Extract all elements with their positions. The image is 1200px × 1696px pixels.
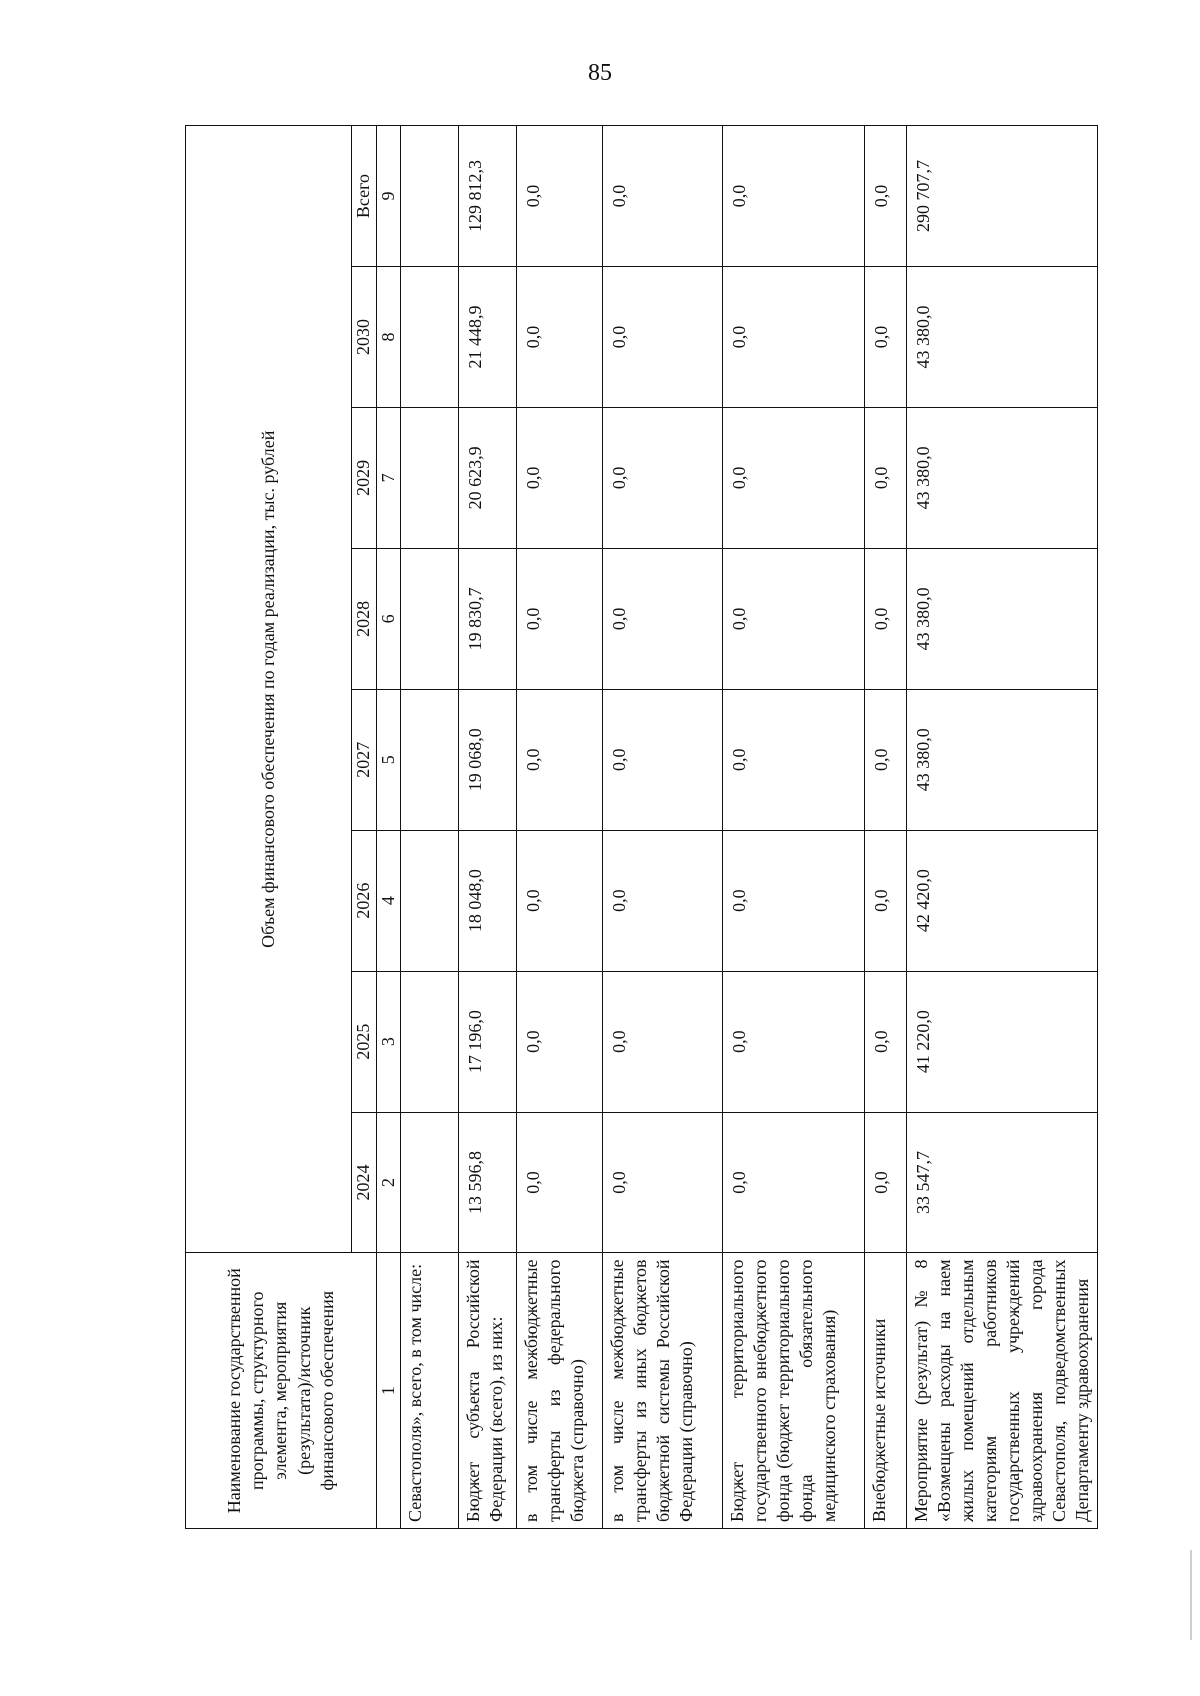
cell-value: 0,0 bbox=[723, 689, 865, 830]
cell-value: 0,0 bbox=[517, 1112, 603, 1253]
funding-table bbox=[185, 125, 1098, 1529]
cell-value bbox=[401, 548, 459, 689]
cell-value bbox=[401, 267, 459, 408]
cell-value: 0,0 bbox=[723, 407, 865, 548]
row-label: Бюджет субъекта Российской Федерации (всего), из них: bbox=[459, 1253, 517, 1529]
funding-header: Объем финансового обеспечения по годам реализации, тыс. рублей bbox=[186, 126, 352, 1253]
cell-value: 0,0 bbox=[865, 407, 907, 548]
row-label: Внебюджетные источники bbox=[865, 1253, 907, 1529]
rotated-table-sheet bbox=[185, 125, 1094, 1529]
column-number: 2 bbox=[377, 1112, 401, 1253]
cell-value bbox=[401, 830, 459, 971]
cell-value: 19 830,7 bbox=[459, 548, 517, 689]
column-number: 1 bbox=[377, 1253, 401, 1529]
cell-value: 0,0 bbox=[865, 689, 907, 830]
row-label: Мероприятие (результат) № 8 «Возмещены расходы на наем жилых помещений отдельным категориям работников государственных учреждений здравоохранения города Севастополя, подведомственных Департаменту здравоохранения bbox=[907, 1253, 1098, 1529]
row-label: Бюджет территориального государственного внебюджетного фонда (бюджет территориального фонда обязательного медицинского страхования) bbox=[723, 1253, 865, 1529]
cell-value bbox=[401, 689, 459, 830]
table-row bbox=[517, 126, 603, 1529]
cell-value: 33 547,7 bbox=[907, 1112, 1098, 1253]
scan-edge-mark bbox=[1190, 1550, 1192, 1640]
year-header: 2028 bbox=[352, 548, 377, 689]
table-row bbox=[907, 126, 1098, 1529]
cell-value: 0,0 bbox=[603, 548, 723, 689]
cell-value: 0,0 bbox=[723, 267, 865, 408]
table-row bbox=[459, 126, 517, 1529]
year-header: 2030 bbox=[352, 267, 377, 408]
year-header: 2025 bbox=[352, 971, 377, 1112]
cell-value bbox=[401, 1112, 459, 1253]
cell-value: 0,0 bbox=[723, 548, 865, 689]
cell-value: 43 380,0 bbox=[907, 407, 1098, 548]
cell-value: 0,0 bbox=[603, 126, 723, 267]
year-header: 2024 bbox=[352, 1112, 377, 1253]
cell-value: 0,0 bbox=[723, 1112, 865, 1253]
cell-value: 18 048,0 bbox=[459, 830, 517, 971]
cell-value: 0,0 bbox=[517, 971, 603, 1112]
cell-value: 0,0 bbox=[865, 830, 907, 971]
cell-value: 129 812,3 bbox=[459, 126, 517, 267]
cell-value: 42 420,0 bbox=[907, 830, 1098, 971]
page-number: 85 bbox=[588, 60, 612, 86]
cell-value bbox=[401, 971, 459, 1112]
cell-value: 43 380,0 bbox=[907, 548, 1098, 689]
cell-value: 0,0 bbox=[603, 407, 723, 548]
cell-value: 0,0 bbox=[865, 1112, 907, 1253]
cell-value: 0,0 bbox=[603, 689, 723, 830]
cell-value bbox=[401, 407, 459, 548]
cell-value: 0,0 bbox=[603, 267, 723, 408]
row-label: в том числе межбюджетные трансферты из иных бюджетов бюджетной системы Российской Федерации (справочно) bbox=[603, 1253, 723, 1529]
name-column-header: Наименование государственной программы, структурного элемента, мероприятия (результата)/источник финансового обеспечения bbox=[186, 1253, 377, 1529]
cell-value: 0,0 bbox=[603, 830, 723, 971]
cell-value: 0,0 bbox=[865, 126, 907, 267]
cell-value: 0,0 bbox=[517, 126, 603, 267]
cell-value: 0,0 bbox=[517, 689, 603, 830]
cell-value: 0,0 bbox=[603, 971, 723, 1112]
cell-value: 43 380,0 bbox=[907, 689, 1098, 830]
cell-value: 0,0 bbox=[865, 971, 907, 1112]
year-header: 2029 bbox=[352, 407, 377, 548]
cell-value: 0,0 bbox=[723, 830, 865, 971]
cell-value: 0,0 bbox=[865, 548, 907, 689]
year-header: 2027 bbox=[352, 689, 377, 830]
cell-value: 19 068,0 bbox=[459, 689, 517, 830]
cell-value: 0,0 bbox=[723, 971, 865, 1112]
column-number: 5 bbox=[377, 689, 401, 830]
column-number: 8 bbox=[377, 267, 401, 408]
table-row bbox=[401, 126, 459, 1529]
cell-value: 0,0 bbox=[517, 830, 603, 971]
column-number: 7 bbox=[377, 407, 401, 548]
table-row bbox=[865, 126, 907, 1529]
column-number: 3 bbox=[377, 971, 401, 1112]
cell-value: 0,0 bbox=[517, 267, 603, 408]
cell-value bbox=[401, 126, 459, 267]
cell-value: 21 448,9 bbox=[459, 267, 517, 408]
cell-value: 0,0 bbox=[517, 407, 603, 548]
cell-value: 43 380,0 bbox=[907, 267, 1098, 408]
cell-value: 41 220,0 bbox=[907, 971, 1098, 1112]
cell-value: 0,0 bbox=[517, 548, 603, 689]
cell-value: 0,0 bbox=[603, 1112, 723, 1253]
table-row bbox=[723, 126, 865, 1529]
cell-value: 290 707,7 bbox=[907, 126, 1098, 267]
cell-value: 13 596,8 bbox=[459, 1112, 517, 1253]
total-header: Всего bbox=[352, 126, 377, 267]
year-header: 2026 bbox=[352, 830, 377, 971]
column-number: 4 bbox=[377, 830, 401, 971]
cell-value: 0,0 bbox=[865, 267, 907, 408]
column-number: 9 bbox=[377, 126, 401, 267]
cell-value: 0,0 bbox=[723, 126, 865, 267]
cell-value: 20 623,9 bbox=[459, 407, 517, 548]
row-label: в том числе межбюджетные трансферты из федерального бюджета (справочно) bbox=[517, 1253, 603, 1529]
row-label: Севастополя», всего, в том числе: bbox=[401, 1253, 459, 1529]
table-row bbox=[603, 126, 723, 1529]
cell-value: 17 196,0 bbox=[459, 971, 517, 1112]
column-number: 6 bbox=[377, 548, 401, 689]
